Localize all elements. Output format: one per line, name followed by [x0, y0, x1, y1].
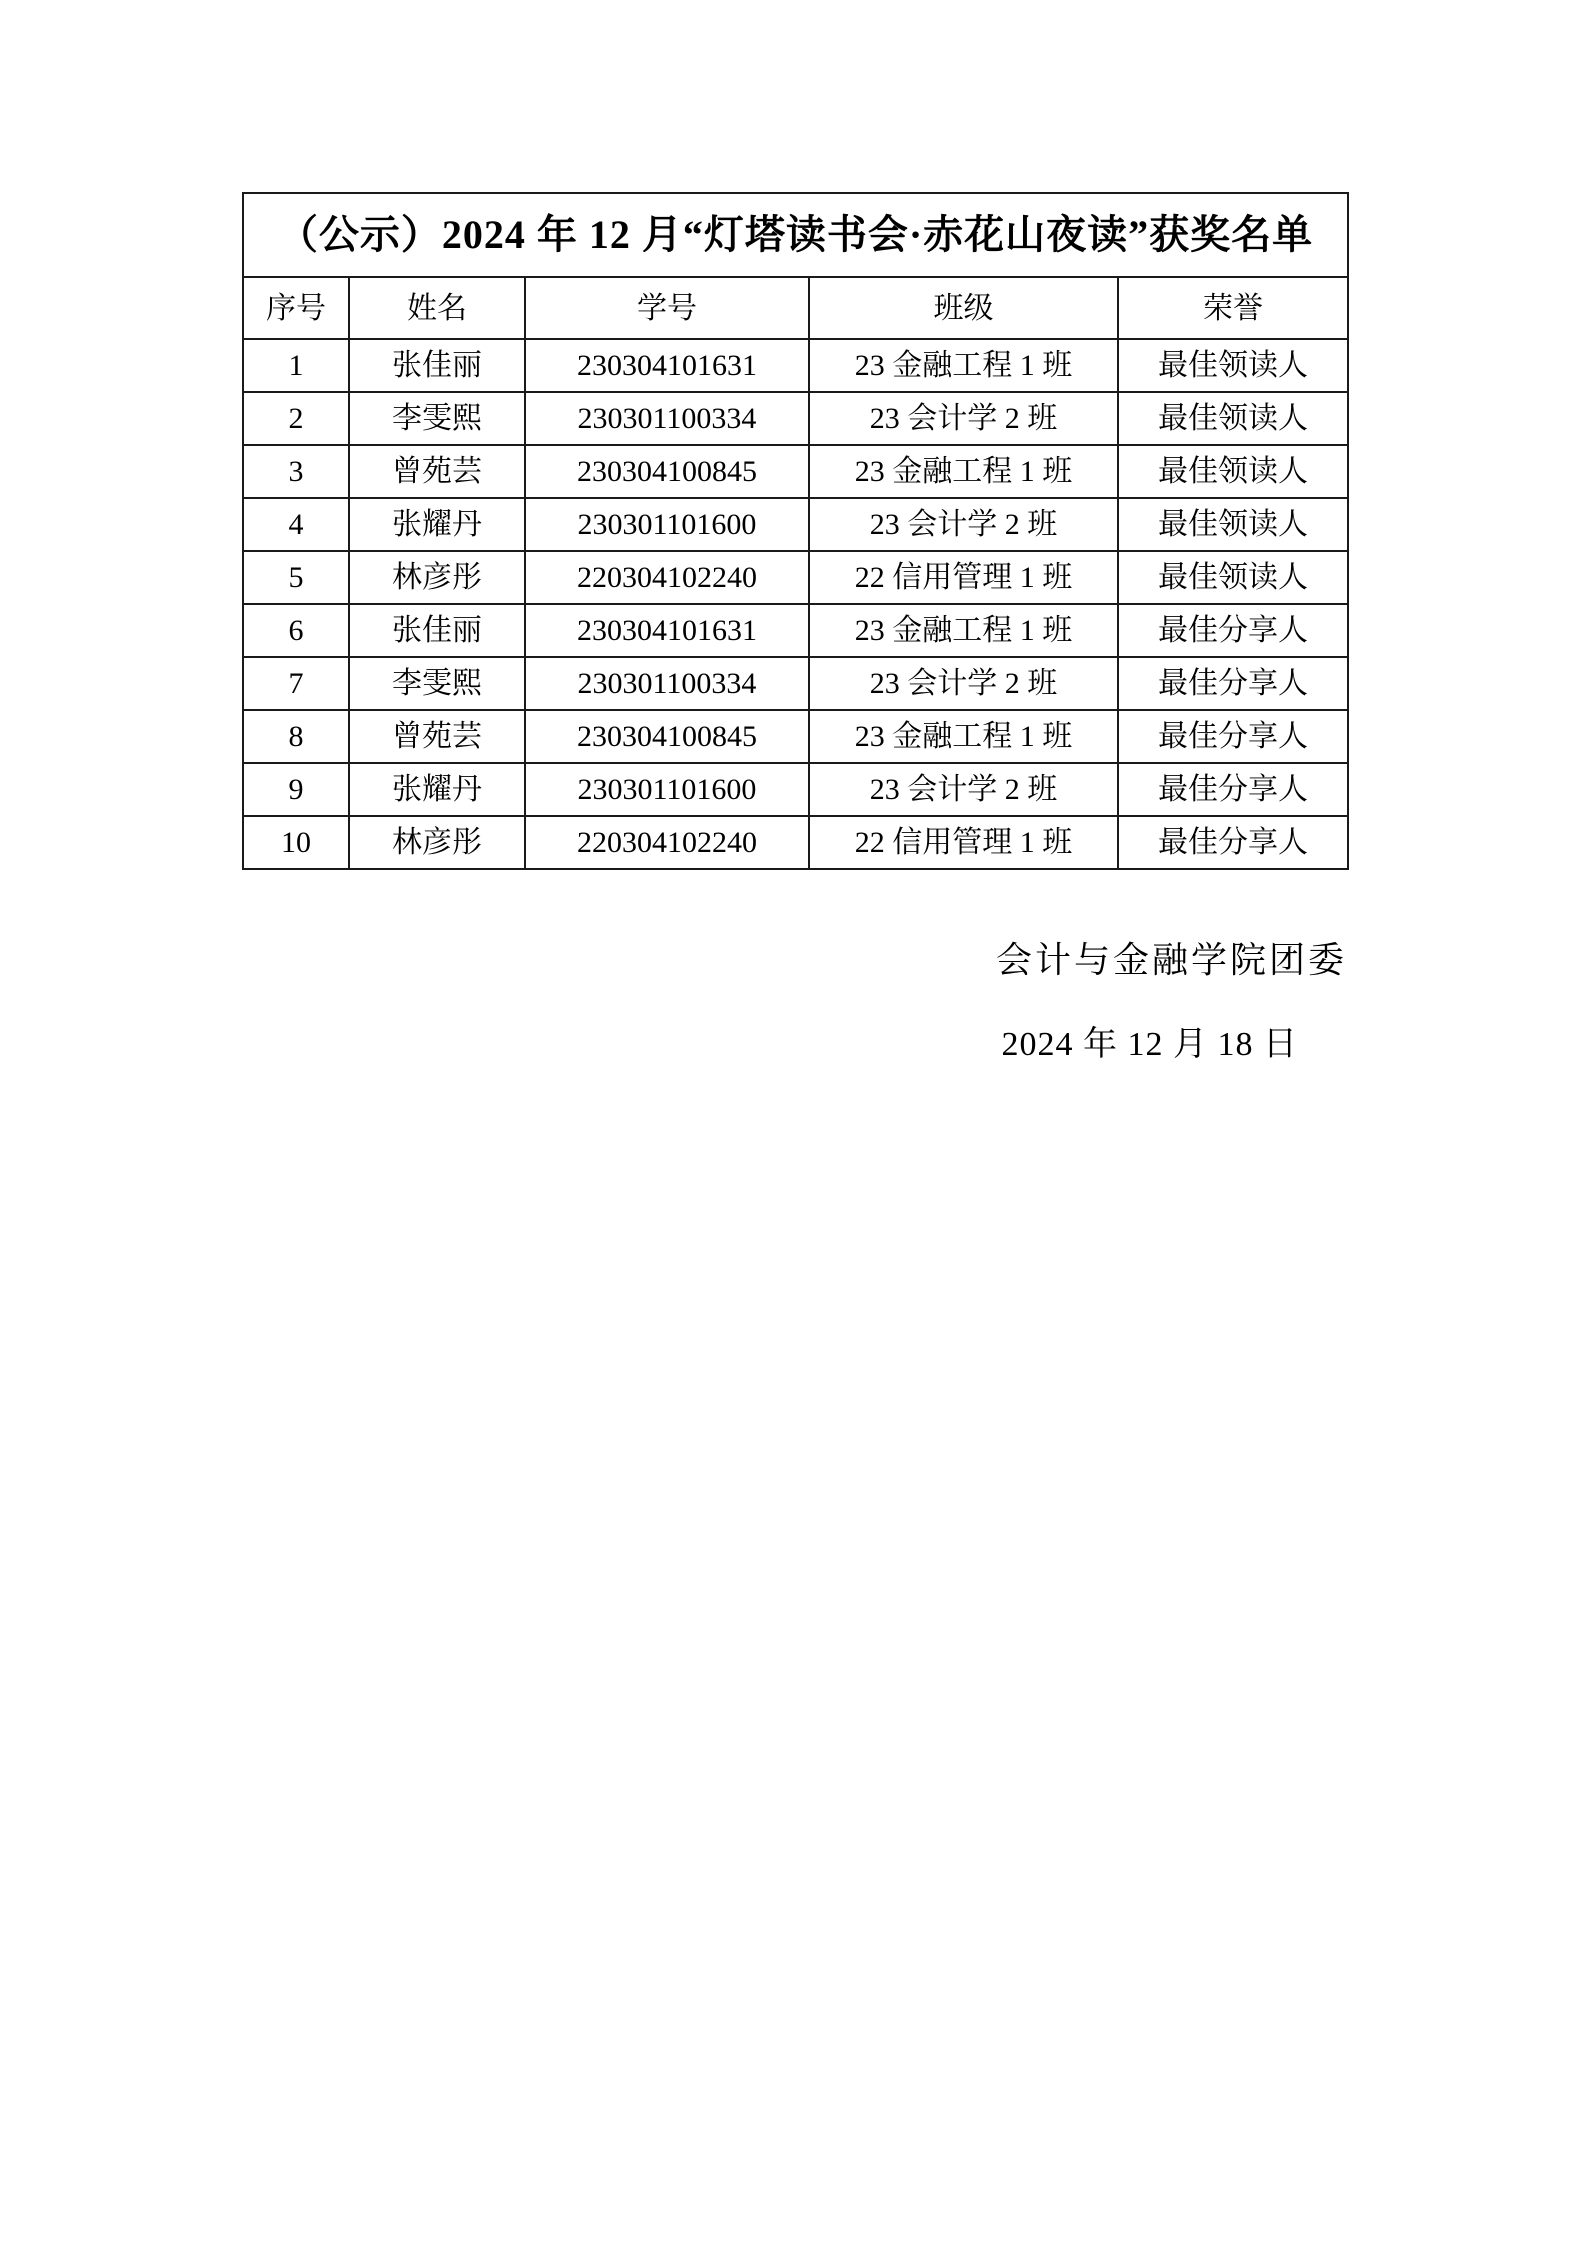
column-header-honor: 荣誉: [1118, 277, 1348, 339]
table-cell-index: 1: [243, 339, 349, 392]
column-header-index: 序号: [243, 277, 349, 339]
table-cell-name: 张佳丽: [349, 339, 525, 392]
table-cell-index: 8: [243, 710, 349, 763]
table-cell-class: 23 金融工程 1 班: [809, 710, 1118, 763]
table-cell-class: 23 会计学 2 班: [809, 657, 1118, 710]
signature-line: 会计与金融学院团委: [995, 940, 1347, 980]
table-cell-name: 张佳丽: [349, 604, 525, 657]
table-cell-class: 22 信用管理 1 班: [809, 551, 1118, 604]
table-row: [243, 551, 1348, 604]
table-cell-honor: 最佳领读人: [1118, 392, 1348, 445]
table-cell-id: 230304101631: [525, 604, 809, 657]
table-cell-honor: 最佳分享人: [1118, 763, 1348, 816]
table-cell-honor: 最佳领读人: [1118, 498, 1348, 551]
table-cell-name: 李雯熙: [349, 392, 525, 445]
table-row: [243, 816, 1348, 869]
table-cell-class: 23 会计学 2 班: [809, 498, 1118, 551]
awards-table: [242, 192, 1349, 870]
table-row: [243, 339, 1348, 392]
table-cell-honor: 最佳分享人: [1118, 710, 1348, 763]
table-cell-name: 曾苑芸: [349, 445, 525, 498]
table-cell-index: 7: [243, 657, 349, 710]
table-row: [243, 763, 1348, 816]
date-line: 2024 年 12 月 18 日: [1001, 1026, 1298, 1063]
table-cell-id: 220304102240: [525, 551, 809, 604]
table-cell-honor: 最佳领读人: [1118, 445, 1348, 498]
table-cell-index: 3: [243, 445, 349, 498]
table-cell-id: 220304102240: [525, 816, 809, 869]
table-cell-honor: 最佳领读人: [1118, 551, 1348, 604]
table-row: [243, 604, 1348, 657]
table-cell-class: 23 金融工程 1 班: [809, 604, 1118, 657]
table-row: [243, 710, 1348, 763]
table-cell-name: 李雯熙: [349, 657, 525, 710]
table-cell-name: 林彦彤: [349, 816, 525, 869]
table-cell-class: 22 信用管理 1 班: [809, 816, 1118, 869]
table-cell-id: 230301101600: [525, 498, 809, 551]
table-row: [243, 657, 1348, 710]
table-cell-index: 4: [243, 498, 349, 551]
table-cell-name: 林彦彤: [349, 551, 525, 604]
column-header-class: 班级: [809, 277, 1118, 339]
table-title: （公示）2024 年 12 月“灯塔读书会·赤花山夜读”获奖名单: [243, 193, 1348, 277]
table-cell-index: 2: [243, 392, 349, 445]
table-cell-honor: 最佳分享人: [1118, 816, 1348, 869]
table-cell-id: 230301101600: [525, 763, 809, 816]
table-cell-name: 曾苑芸: [349, 710, 525, 763]
table-cell-index: 9: [243, 763, 349, 816]
table-cell-honor: 最佳领读人: [1118, 339, 1348, 392]
table-cell-class: 23 会计学 2 班: [809, 763, 1118, 816]
column-header-id: 学号: [525, 277, 809, 339]
table-cell-honor: 最佳分享人: [1118, 604, 1348, 657]
table-row: [243, 498, 1348, 551]
table-cell-class: 23 金融工程 1 班: [809, 339, 1118, 392]
table-cell-id: 230304100845: [525, 445, 809, 498]
table-cell-name: 张耀丹: [349, 498, 525, 551]
table-cell-index: 10: [243, 816, 349, 869]
table-title-row: [243, 193, 1348, 277]
table-cell-class: 23 金融工程 1 班: [809, 445, 1118, 498]
table-cell-honor: 最佳分享人: [1118, 657, 1348, 710]
table-cell-name: 张耀丹: [349, 763, 525, 816]
table-cell-id: 230301100334: [525, 392, 809, 445]
table-cell-class: 23 会计学 2 班: [809, 392, 1118, 445]
table-header-row: [243, 277, 1348, 339]
table-row: [243, 445, 1348, 498]
table-cell-id: 230301100334: [525, 657, 809, 710]
table-cell-index: 6: [243, 604, 349, 657]
column-header-name: 姓名: [349, 277, 525, 339]
table-cell-id: 230304100845: [525, 710, 809, 763]
table-cell-id: 230304101631: [525, 339, 809, 392]
table-cell-index: 5: [243, 551, 349, 604]
table-row: [243, 392, 1348, 445]
